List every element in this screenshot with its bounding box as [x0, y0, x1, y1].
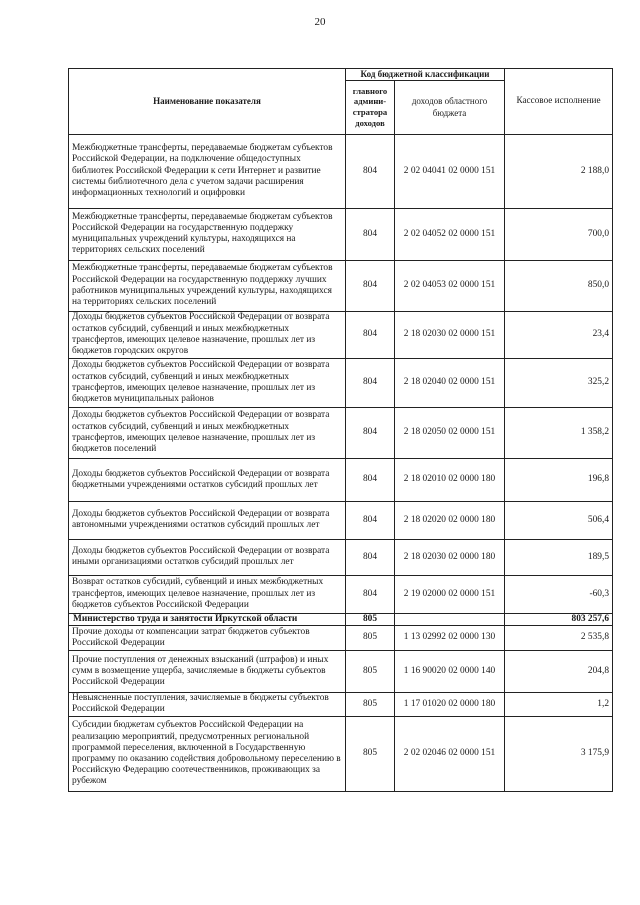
row-amount-cell: -60,3 — [505, 575, 613, 613]
table-row — [69, 208, 613, 260]
row-income-code-cell — [395, 613, 505, 625]
row-admin-code-cell: 804 — [346, 358, 395, 407]
row-name-cell: Межбюджетные трансферты, передаваемые бюджетам субъектов Российской Федерации, на подключение общедоступных библиотек Российской Федерации к сети Интернет и развитие системы библиотечного дела с учетом задачи расширения информационных технологий и оцифровки — [69, 134, 346, 208]
row-amount-cell: 189,5 — [505, 539, 613, 575]
row-income-code-cell: 1 17 01020 02 0000 180 — [395, 692, 505, 716]
row-name-cell: Доходы бюджетов субъектов Российской Федерации от возврата иными организациями остатков субсидий прошлых лет — [69, 539, 346, 575]
table-body — [69, 134, 613, 791]
row-amount-cell: 23,4 — [505, 311, 613, 358]
row-amount-cell: 3 175,9 — [505, 716, 613, 791]
ministry-row — [69, 613, 613, 625]
row-amount-cell: 196,8 — [505, 458, 613, 501]
table-header — [69, 69, 613, 135]
row-amount-cell: 325,2 — [505, 358, 613, 407]
row-name-cell: Министерство труда и занятости Иркутской области — [69, 613, 346, 625]
row-admin-code-cell: 805 — [346, 692, 395, 716]
row-income-code-cell: 1 16 90020 02 0000 140 — [395, 650, 505, 692]
table-row — [69, 311, 613, 358]
row-amount-cell: 2 188,0 — [505, 134, 613, 208]
row-income-code-cell: 2 02 04052 02 0000 151 — [395, 208, 505, 260]
table-row — [69, 575, 613, 613]
row-amount-cell: 803 257,6 — [505, 613, 613, 625]
row-name-cell: Прочие поступления от денежных взысканий (штрафов) и иных сумм в возмещение ущерба, зачисляемые в бюджеты субъектов Российской Федерации — [69, 650, 346, 692]
row-income-code-cell: 2 02 04041 02 0000 151 — [395, 134, 505, 208]
table-row — [69, 692, 613, 716]
table-row — [69, 625, 613, 650]
row-income-code-cell: 2 18 02020 02 0000 180 — [395, 501, 505, 539]
header-income-code: доходов областного бюджета — [395, 80, 505, 134]
row-income-code-cell: 2 19 02000 02 0000 151 — [395, 575, 505, 613]
row-admin-code-cell: 804 — [346, 260, 395, 311]
row-name-cell: Прочие доходы от компенсации затрат бюджетов субъектов Российской Федерации — [69, 625, 346, 650]
row-name-cell: Межбюджетные трансферты, передаваемые бюджетам субъектов Российской Федерации на государственную поддержку муниципальных учреждений культуры, находящихся на территориях сельских поселений — [69, 208, 346, 260]
row-name-cell: Доходы бюджетов субъектов Российской Федерации от возврата остатков субсидий, субвенций и иных межбюджетных трансфертов, имеющих целевое назначение, прошлых лет из бюджетов городских округов — [69, 311, 346, 358]
row-admin-code-cell: 804 — [346, 575, 395, 613]
header-cash-execution: Кассовое исполнение — [505, 69, 613, 135]
row-income-code-cell: 2 02 04053 02 0000 151 — [395, 260, 505, 311]
budget-table — [68, 68, 613, 792]
row-admin-code-cell: 805 — [346, 625, 395, 650]
row-income-code-cell: 2 02 02046 02 0000 151 — [395, 716, 505, 791]
row-name-cell: Доходы бюджетов субъектов Российской Федерации от возврата остатков субсидий, субвенций и иных межбюджетных трансфертов, имеющих целевое назначение, прошлых лет из бюджетов поселений — [69, 407, 346, 458]
table-row — [69, 539, 613, 575]
row-name-cell: Возврат остатков субсидий, субвенций и иных межбюджетных трансфертов, имеющих целевое назначение, прошлых лет из бюджетов субъектов Российской Федерации — [69, 575, 346, 613]
table-row — [69, 358, 613, 407]
table-row — [69, 458, 613, 501]
row-amount-cell: 1,2 — [505, 692, 613, 716]
row-admin-code-cell: 805 — [346, 650, 395, 692]
row-amount-cell: 1 358,2 — [505, 407, 613, 458]
row-admin-code-cell: 804 — [346, 208, 395, 260]
table-row — [69, 650, 613, 692]
row-admin-code-cell: 805 — [346, 613, 395, 625]
row-name-cell: Доходы бюджетов субъектов Российской Федерации от возврата остатков субсидий, субвенций и иных межбюджетных трансфертов, имеющих целевое назначение, прошлых лет из бюджетов муниципальных районов — [69, 358, 346, 407]
row-income-code-cell: 2 18 02040 02 0000 151 — [395, 358, 505, 407]
row-amount-cell: 2 535,8 — [505, 625, 613, 650]
row-income-code-cell: 1 13 02992 02 0000 130 — [395, 625, 505, 650]
row-admin-code-cell: 804 — [346, 311, 395, 358]
row-name-cell: Доходы бюджетов субъектов Российской Федерации от возврата автономными учреждениями остатков субсидий прошлых лет — [69, 501, 346, 539]
row-amount-cell: 850,0 — [505, 260, 613, 311]
row-amount-cell: 700,0 — [505, 208, 613, 260]
row-name-cell: Невыясненные поступления, зачисляемые в бюджеты субъектов Российской Федерации — [69, 692, 346, 716]
row-income-code-cell: 2 18 02030 02 0000 180 — [395, 539, 505, 575]
row-amount-cell: 204,8 — [505, 650, 613, 692]
table-row — [69, 407, 613, 458]
row-name-cell: Доходы бюджетов субъектов Российской Федерации от возврата бюджетными учреждениями остатков субсидий прошлых лет — [69, 458, 346, 501]
row-amount-cell: 506,4 — [505, 501, 613, 539]
row-admin-code-cell: 804 — [346, 134, 395, 208]
row-name-cell: Межбюджетные трансферты, передаваемые бюджетам субъектов Российской Федерации на государственную поддержку лучших работников муниципальных учреждений культуры, находящихся на территориях сельских поселений — [69, 260, 346, 311]
row-income-code-cell: 2 18 02050 02 0000 151 — [395, 407, 505, 458]
table-row — [69, 134, 613, 208]
row-admin-code-cell: 804 — [346, 407, 395, 458]
header-admin-code: главного админи-стратора доходов — [346, 80, 395, 134]
row-admin-code-cell: 804 — [346, 501, 395, 539]
header-indicator-name: Наименование показателя — [69, 69, 346, 135]
table-row — [69, 260, 613, 311]
page-number: 20 — [314, 16, 326, 28]
row-admin-code-cell: 804 — [346, 458, 395, 501]
row-income-code-cell: 2 18 02030 02 0000 151 — [395, 311, 505, 358]
header-budget-classification: Код бюджетной классификации — [346, 69, 505, 81]
table-row — [69, 716, 613, 791]
row-admin-code-cell: 805 — [346, 716, 395, 791]
row-admin-code-cell: 804 — [346, 539, 395, 575]
table-row — [69, 501, 613, 539]
row-income-code-cell: 2 18 02010 02 0000 180 — [395, 458, 505, 501]
row-name-cell: Субсидии бюджетам субъектов Российской Федерации на реализацию мероприятий, предусмотренных региональной программой переселения, включенной в Государственную программу по оказанию содействия добровольному переселению в Российскую Федерацию соотечественников, проживающих за рубежом — [69, 716, 346, 791]
